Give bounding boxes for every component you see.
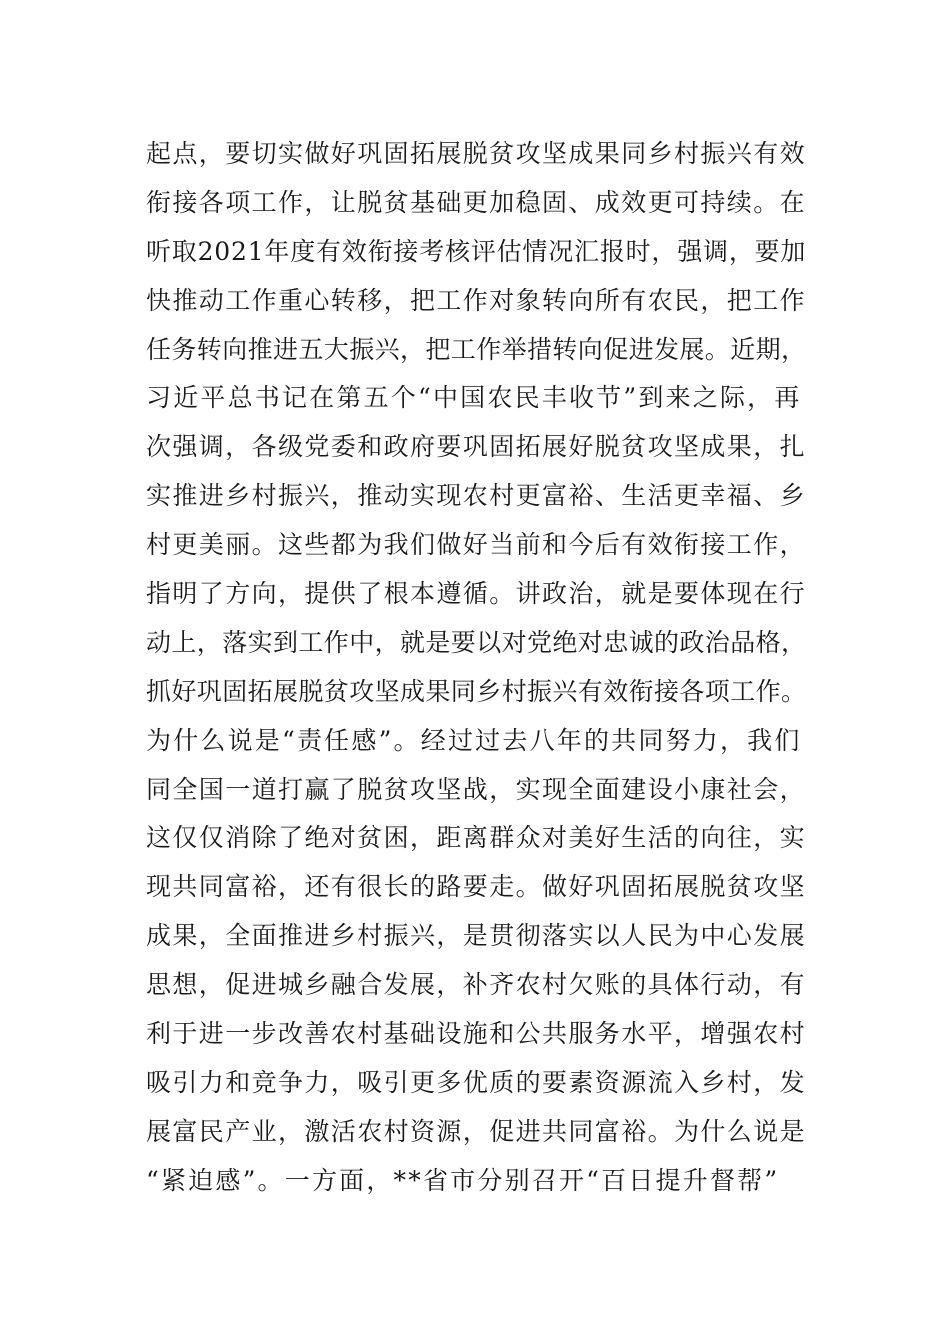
text-line: 实推进乡村振兴，推动实现农村更富裕、生活更幸福、乡 <box>146 481 807 511</box>
body-text <box>146 130 806 1206</box>
text-line: 抓好巩固拓展脱贫攻坚成果同乡村振兴有效衔接各项工作。 <box>146 676 807 706</box>
text-line: 思想，促进城乡融合发展，补齐农村欠账的具体行动，有 <box>146 970 807 1000</box>
text-line: 听取2021年度有效衔接考核评估情况汇报时，强调，要加 <box>146 236 807 266</box>
text-line: “紧迫感”。一方面，**省市分别召开“百日提升督帮” <box>146 1165 780 1195</box>
text-line: 快推动工作重心转移，把工作对象转向所有农民，把工作 <box>146 285 807 315</box>
text-line: 习近平总书记在第五个“中国农民丰收节”到来之际，再 <box>146 383 802 413</box>
text-line: 为什么说是“责任感”。经过过去八年的共同努力，我们 <box>146 725 802 755</box>
text-line: 吸引力和竞争力，吸引更多优质的要素资源流入乡村，发 <box>146 1067 807 1097</box>
text-line: 利于进一步改善农村基础设施和公共服务水平，增强农村 <box>146 1019 807 1049</box>
text-line: 衔接各项工作，让脱贫基础更加稳固、成效更可持续。在 <box>146 187 807 217</box>
text-line: 村更美丽。这些都为我们做好当前和今后有效衔接工作， <box>146 530 807 560</box>
text-line: 成果，全面推进乡村振兴，是贯彻落实以人民为中心发展 <box>146 921 807 951</box>
text-line: 同全国一道打赢了脱贫攻坚战，实现全面建设小康社会， <box>146 774 807 804</box>
text-line: 这仅仅消除了绝对贫困，距离群众对美好生活的向往，实 <box>146 823 807 853</box>
text-line: 现共同富裕，还有很长的路要走。做好巩固拓展脱贫攻坚 <box>146 872 807 902</box>
text-line: 任务转向推进五大振兴，把工作举措转向促进发展。近期， <box>146 334 807 364</box>
text-line: 指明了方向，提供了根本遵循。讲政治，就是要体现在行 <box>146 579 807 609</box>
text-line: 展富民产业，激活农村资源，促进共同富裕。为什么说是 <box>146 1116 807 1146</box>
text-line: 动上，落实到工作中，就是要以对党绝对忠诚的政治品格， <box>146 627 807 657</box>
text-line: 起点，要切实做好巩固拓展脱贫攻坚成果同乡村振兴有效 <box>146 139 807 168</box>
text-line: 次强调，各级党委和政府要巩固拓展好脱贫攻坚成果，扎 <box>146 432 807 462</box>
